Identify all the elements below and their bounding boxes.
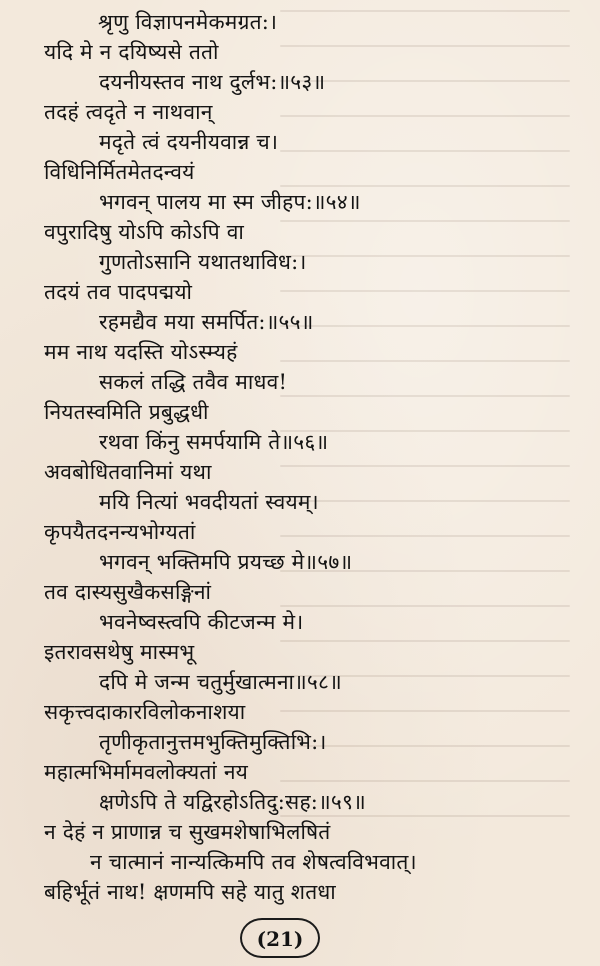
verse-line: दपि मे जन्म चतुर्मुखात्मना॥५८॥ [99, 670, 342, 694]
verse-line: भवनेष्वस्त्वपि कीटजन्म मे। [99, 610, 304, 634]
verse-line: भगवन् पालय मा स्म जीहप:॥५४॥ [99, 190, 361, 214]
verse-line: नियतस्वमिति प्रबुद्धधी [44, 400, 209, 424]
page-number: (21) [240, 918, 320, 958]
verse-line: विधिनिर्मितमेतदन्वयं [44, 160, 195, 184]
verse-line: तदहं त्वदृते न नाथवान् [44, 100, 213, 124]
verse-line: कृपयैतदनन्यभोग्यतां [44, 520, 196, 544]
verse-line: मदृते त्वं दयनीयवान्न च। [99, 130, 279, 154]
verse-line: महात्मभिर्मामवलोक्यतां नय [44, 760, 249, 784]
verse-line: भगवन् भक्तिमपि प्रयच्छ मे॥५७॥ [99, 550, 353, 574]
verse-line: रथवा किंनु समर्पयामि ते॥५६॥ [99, 430, 329, 454]
verse-line: इतरावसथेषु मास्मभू [44, 640, 195, 664]
verse-line: अवबोधितवानिमां यथा [44, 460, 212, 484]
verse-line: दयनीयस्तव नाथ दुर्लभ:॥५३॥ [99, 70, 326, 94]
verse-line: मयि नित्यां भवदीयतां स्वयम्। [99, 490, 319, 514]
verse-line: न देहं न प्राणान्न च सुखमशेषाभिलषितं [44, 820, 331, 844]
verse-line: बहिर्भूतं नाथ! क्षणमपि सहे यातु शतधा [44, 880, 336, 904]
verse-line: यदि मे न दयिष्यसे ततो [44, 40, 219, 64]
verse-line: वपुरादिषु योऽपि कोऽपि वा [44, 220, 245, 244]
verse-line: गुणतोऽसानि यथातथाविध:। [99, 250, 307, 274]
verse-line: मम नाथ यदस्ति योऽस्म्यहं [44, 340, 238, 364]
verse-line: श्रृणु विज्ञापनमेकमग्रत:। [98, 10, 278, 34]
verse-line: न चात्मानं नान्यत्किमपि तव शेषत्वविभवात्। [90, 850, 417, 874]
verse-line: तृणीकृतानुत्तमभुक्तिमुक्तिभि:। [99, 730, 327, 754]
verse-line: क्षणेऽपि ते यद्विरहोऽतिदु:सह:॥५९॥ [99, 790, 366, 814]
verse-line: सकृत्त्वदाकारविलोकनाशया [44, 700, 246, 724]
verse-line: रहमद्यैव मया समर्पित:॥५५॥ [99, 310, 314, 334]
verse-line: तदयं तव पादपद्मयो [44, 280, 193, 304]
verse-line: तव दास्यसुखैकसङ्गिनां [44, 580, 212, 604]
verse-line: सकलं तद्धि तवैव माधव! [99, 370, 288, 394]
